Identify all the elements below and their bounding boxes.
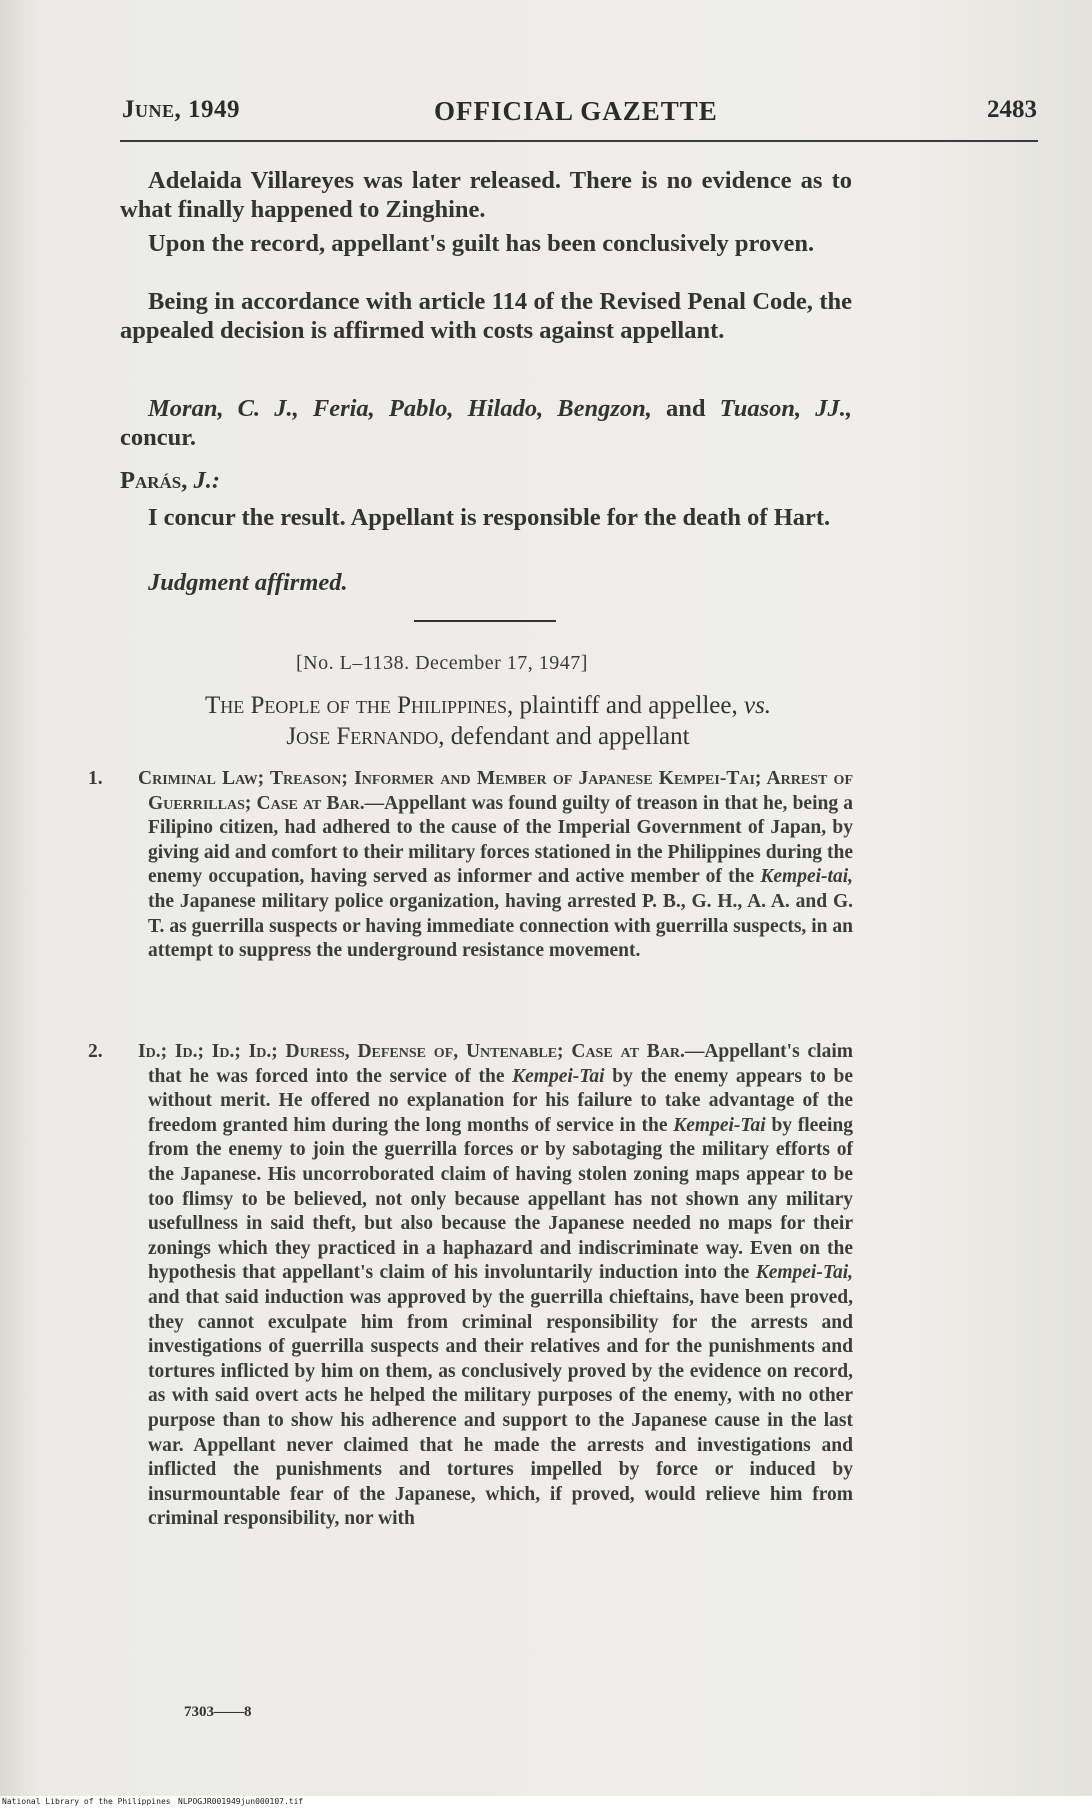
concurring-last-justice: Tuason, JJ., xyxy=(719,395,852,422)
separate-justice-title: J.: xyxy=(193,467,221,494)
syllabus-italic: Kempei-Tai xyxy=(512,1065,605,1087)
syllabus-item-2 xyxy=(88,1040,854,1532)
syllabus-number: 2. xyxy=(88,1041,103,1062)
disposition-text: Judgment affirmed. xyxy=(148,569,348,596)
paragraph-text: Adelaida Villareyes was later released. There is no evidence as to what finally happened to Zinghine. xyxy=(120,167,852,223)
versus: vs. xyxy=(743,692,772,719)
syllabus-text: by the enemy appears to be without merit. He offered no explanation for his failure to take advantage of the freedom granted him during the long months of service in the xyxy=(148,1065,854,1136)
scan-source: National Library of the Philippines xyxy=(2,1797,171,1806)
separate-opinion-text: I concur the result. Appellant is responsible for the death of Hart. xyxy=(148,504,831,531)
syllabus-number: 1. xyxy=(88,768,103,789)
header-rule xyxy=(120,140,1038,142)
syllabus-text: by fleeing from the enemy to join the guerrilla forces or by sabotaging the military efforts of the Japanese. His uncorroborated claim of having stolen zoning maps appear to be too flimsy to be believed, not only because appellant has not shown any military usefullness in said theft, but also because the Japanese needed no maps for their zonings which they practiced in a haphazard and indiscriminate way. Even on the hypothesis that appellant's claim of his involuntarily induction into the xyxy=(148,1114,853,1284)
syllabus-text: the Japanese military police organization, having arrested P. B., G. H., A. A. and G. T. as guerrilla suspects or having immediate connection with guerrilla suspects, in an attempt to suppress the underground resistance movement. xyxy=(148,890,853,962)
syllabus-heading: Id.; Id.; Id.; Id.; Duress, Defense of, Untenable; Case at Bar. xyxy=(138,1041,685,1062)
disposition xyxy=(120,568,852,597)
separate-justice-name: Parás, xyxy=(120,467,188,494)
case-caption xyxy=(118,690,858,752)
header-title: OFFICIAL GAZETTE xyxy=(434,96,718,126)
scan-filename: NLPOGJR001949jun000107.tif xyxy=(178,1797,304,1806)
paragraph-decision xyxy=(120,287,852,345)
print-code: 7303——8 xyxy=(184,1704,252,1720)
header-page-number: 2483 xyxy=(987,96,1037,123)
defendant-role: defendant and appellant xyxy=(450,723,690,750)
syllabus-heading: Criminal Law; Treason; Informer and Member of Japanese Kempei-Tai; Arrest of Guerrillas; Case at Bar. xyxy=(138,768,853,814)
syllabus-italic: Kempei-Tai xyxy=(673,1114,766,1136)
syllabus-italic: Kempei-Tai, xyxy=(755,1262,853,1284)
header-date: June, 1949 xyxy=(122,96,241,123)
syllabus-italic: Kempei-tai, xyxy=(760,866,853,888)
concurrence-and: and xyxy=(666,395,706,422)
syllabus-item-1 xyxy=(88,767,853,964)
separate-opinion-heading xyxy=(120,466,852,495)
plaintiff-name: The People of the Philippines, xyxy=(204,692,514,719)
syllabus-text: —Appellant was found guilty of treason in that he, being a Filipino citizen, had adhered to the cause of the Imperial Government of Japan, by giving aid and comfort to their military forces stationed in the Philippines during the enemy occupation, having served as informer and active member of the xyxy=(148,792,853,888)
concurrence-line xyxy=(120,394,852,452)
case-number: [No. L–1138. December 17, 1947] xyxy=(296,652,588,674)
scan-footer xyxy=(0,1796,1092,1808)
syllabus-text: and that said induction was approved by the guerrilla chieftains, have been proved, they cannot exculpate him from criminal responsibility for the arrests and investigations of guerrilla suspects and their relatives and for the punishments and tortures inflicted by him on them, as conclusively proved by the evidence on record, as with said overt acts he helped the military purposes of the enemy, with no other purpose than to show his adherence and support to the Japanese cause in the last war. Appellant never claimed that he made the arrests and investigations and inflicted the punishments and tortures impelled by force or induced by insurmountable fear of the Japanese, which, if proved, would relieve him from criminal responsibility, nor with xyxy=(148,1286,853,1530)
concurrence-verb: concur. xyxy=(120,424,197,451)
concurring-justices: Moran, C. J., Feria, Pablo, Hilado, Bengzon, xyxy=(148,395,652,422)
defendant-name: Jose Fernando, xyxy=(286,723,445,750)
separate-opinion xyxy=(120,503,852,532)
syllabus-text: —Appellant's claim that he was forced into the service of the xyxy=(148,1041,853,1087)
paragraph-text: Upon the record, appellant's guilt has been conclusively proven. xyxy=(148,230,815,257)
plaintiff-role: plaintiff and appellee, xyxy=(519,692,738,719)
page-header xyxy=(122,96,1037,132)
section-divider xyxy=(414,620,556,622)
paragraph-text: Being in accordance with article 114 of the Revised Penal Code, the appealed decision is affirmed with costs against appellant. xyxy=(120,288,852,344)
paragraph-guilt xyxy=(120,229,852,258)
paragraph-release xyxy=(120,166,852,224)
